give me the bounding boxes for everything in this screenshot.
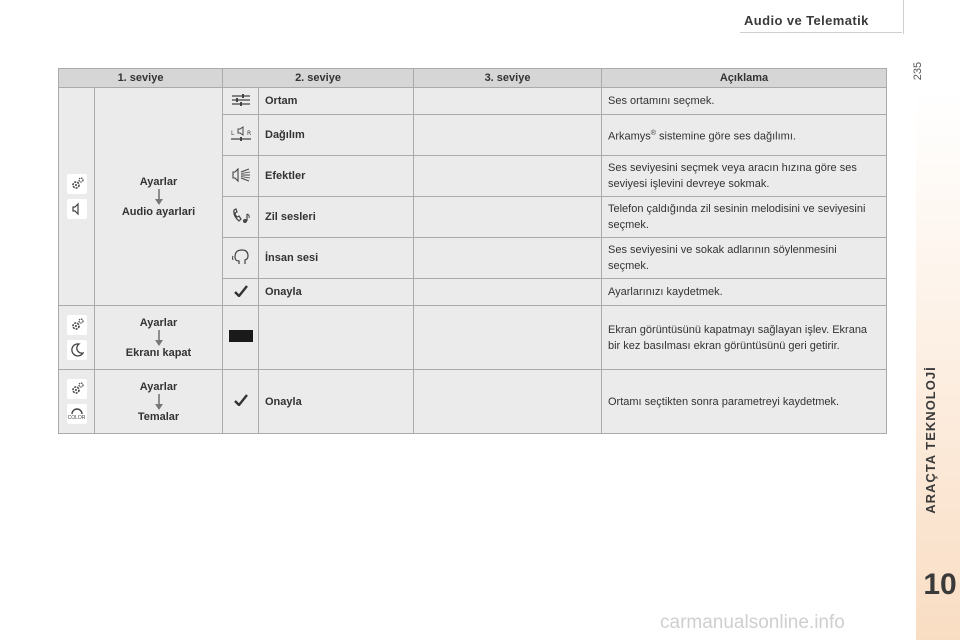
header-level2: 2. seviye xyxy=(223,69,414,88)
level2-top-label: Ayarlar xyxy=(139,316,178,329)
table-header-row xyxy=(59,69,887,88)
color-theme-icon xyxy=(67,404,87,424)
speaker-icon xyxy=(67,199,87,219)
level2-bottom-label: Temalar xyxy=(137,410,180,423)
sound-effects-icon xyxy=(231,167,251,186)
header-title: Audio ve Telematik xyxy=(744,13,869,28)
black-screen-icon xyxy=(229,330,253,345)
row-label: Ortam xyxy=(259,88,414,115)
level1-icons-cell xyxy=(59,88,95,306)
level2-bottom-label: Audio ayarlari xyxy=(121,205,196,218)
level2-cell xyxy=(95,370,223,434)
header-level1: 1. seviye xyxy=(59,69,223,88)
table-row xyxy=(59,88,887,115)
header-description: Açıklama xyxy=(602,69,887,88)
moon-icon xyxy=(67,340,87,360)
row-label: Dağılım xyxy=(259,115,414,156)
row-description: Telefon çaldığında zil sesinin melodisini ve seviyesini seçmek. xyxy=(602,197,887,238)
row-description: Ortamı seçtikten sonra parametreyi kaydetmek. xyxy=(602,370,887,434)
row-description: Ses seviyesini seçmek veya aracın hızına göre ses seviyesi işlevini devreye sokmak. xyxy=(602,156,887,197)
row-label: İnsan sesi xyxy=(259,238,414,279)
settings-gear-icon xyxy=(67,379,87,399)
settings-gear-icon xyxy=(67,174,87,194)
svg-text:R: R xyxy=(246,129,251,137)
svg-text:L: L xyxy=(230,129,234,137)
header-level3: 3. seviye xyxy=(414,69,602,88)
level2-top-label: Ayarlar xyxy=(139,175,178,188)
row-label: Onayla xyxy=(259,370,414,434)
row-description: Ses seviyesini ve sokak adlarının söylenmesini seçmek. xyxy=(602,238,887,279)
level2-bottom-label: Ekranı kapat xyxy=(125,346,192,359)
settings-table xyxy=(58,68,887,434)
row-label: Efektler xyxy=(259,156,414,197)
down-arrow-icon xyxy=(154,393,164,411)
ringtone-phone-icon xyxy=(231,207,251,228)
row-label: Zil sesleri xyxy=(259,197,414,238)
level2-cell xyxy=(95,306,223,370)
equalizer-sliders-icon xyxy=(231,93,251,110)
table-row xyxy=(59,370,887,434)
side-divider xyxy=(903,0,904,34)
level1-icons-cell xyxy=(59,306,95,370)
row-description: Arkamys® sistemine göre ses dağılımı. xyxy=(602,115,887,156)
voice-head-icon xyxy=(231,248,251,269)
row-description: Ekran görüntüsünü kapatmayı sağlayan işlev. Ekrana bir kez basılması ekran görüntüsünü geri getirir. xyxy=(602,306,887,370)
checkmark-icon xyxy=(234,394,248,409)
row-label: Onayla xyxy=(259,279,414,306)
settings-gear-icon xyxy=(67,315,87,335)
down-arrow-icon xyxy=(154,188,164,206)
table-row xyxy=(59,306,887,370)
balance-lr-icon xyxy=(230,126,252,145)
chapter-title: ARAÇTA TEKNOLOJİ xyxy=(923,366,938,514)
header-divider xyxy=(740,32,902,33)
color-icon-text: COLOR xyxy=(67,414,86,421)
down-arrow-icon xyxy=(154,329,164,347)
page-number: 235 xyxy=(912,61,924,81)
chapter-number: 10 xyxy=(923,568,957,601)
row-description: Ayarlarınızı kaydetmek. xyxy=(602,279,887,306)
row-description: Ses ortamını seçmek. xyxy=(602,88,887,115)
row-label xyxy=(259,306,414,370)
level2-cell xyxy=(95,88,223,306)
level2-top-label: Ayarlar xyxy=(139,380,178,393)
watermark: carmanualsonline.info xyxy=(660,612,845,633)
checkmark-icon xyxy=(234,285,248,300)
level1-icons-cell xyxy=(59,370,95,434)
